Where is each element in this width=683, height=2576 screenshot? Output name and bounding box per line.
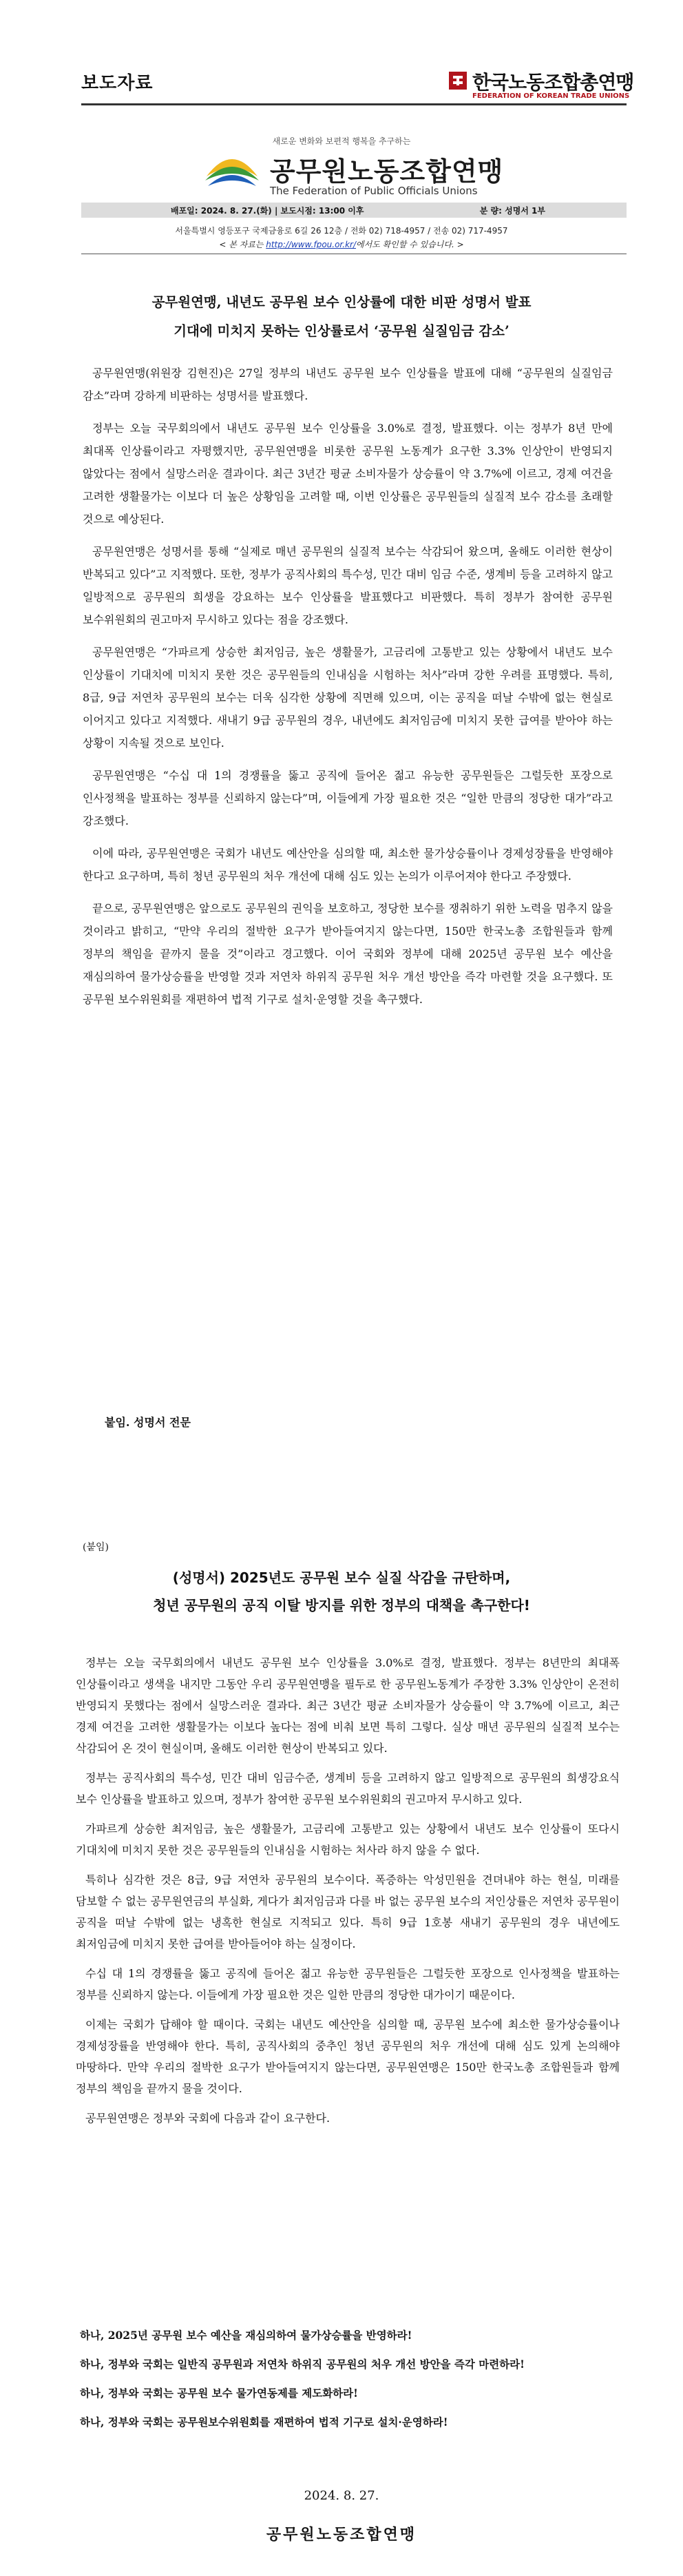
statement-signature: 공무원노동조합연맹 [266,2526,417,2544]
headline-line-1: 공무원연맹, 내년도 공무원 보수 인상률에 대한 비판 성명서 발표 [151,294,532,310]
demand-item: 하나, 정부와 국회는 공무원 보수 물가연동제를 제도화하라! [80,2387,358,2400]
body-paragraph: 끝으로, 공무원연맹은 앞으로도 공무원의 권익을 보호하고, 정당한 보수를 쟁취하기 위한 노력을 멈추지 않을 것이라고 밝히고, “만약 우리의 절박한 요구가 받아들여지지 않는다면, 150만 한국노총 조합원들과 함께 정부의 책임을 끝까지 물을 것”이라고 경고했다. 이어 국회와 정부에 대해 2025년 공무원 보수 예산을 재심의하여 물가상승률을 반영할 것과 저연차 하위직 공무원 처우 개선 방안을 즉각 마련할 것을 요구했다. 또 공무원 보수위원회를 재편하여 법적 기구로 설치·운영할 것을 촉구했다. [83,902,613,1006]
press-headline [0,288,683,346]
body-paragraph: 이에 따라, 공무원연맹은 국회가 내년도 예산안을 심의할 때, 최소한 물가상승률이나 경제성장률을 반영해야 한다고 요구하며, 특히 청년 공무원의 처우 개선에 대해 심도 있는 논의가 이루어져야 한다고 주장했다. [83,847,613,883]
statement-date: 2024. 8. 27. [304,2489,379,2503]
release-meta-bar [81,203,627,218]
body-paragraph: 정부는 오늘 국무회의에서 내년도 공무원 보수 인상률을 3.0%로 결정, 발표했다. 이는 정부가 8년 만에 최대폭 인상률이라고 자평했지만, 공무원연맹을 비롯한 공무원 노동계가 요구한 3.3% 인상안이 반영되지 않았다는 점에서 실망스러운 결과이다. 최근 3년간 평균 소비자물가 상승률이 약 3.7%에 이르고, 경제 여건을 고려한 생활물가는 이보다 더 높은 상황임을 고려할 때, 이번 인상률은 공무원들의 실질적 보수 감소를 초래할 것으로 예상된다. [83,422,613,526]
statement-title-line-2: 청년 공무원의 공직 이탈 방지를 위한 정부의 대책을 촉구한다! [153,1597,530,1614]
fkctu-korean-name: 한국노동조합총연맹 [472,71,634,94]
statement-paragraph: 공무원연맹은 정부와 국회에 다음과 같이 요구한다. [85,2112,330,2125]
header-divider [81,103,627,105]
page-count-info: 분 량: 성명서 1부 [479,206,545,216]
distribution-info: 배포일: 2024. 8. 27.(화) | 보도시점: 13:00 이후 [171,206,364,216]
statement-paragraph: 수십 대 1의 경쟁률을 뚫고 공직에 들어온 젊고 유능한 공무원들은 그럴듯한 포장으로 인사정책을 발표하는 정부를 신뢰하지 않는다. 이들에게 가장 필요한 것은 일한 만큼의 정당한 대가이기 때문이다. [76,1967,620,2001]
fkctu-logo-icon [448,70,468,91]
statement-paragraph: 가파르게 상승한 최저임금, 높은 생활물가, 고금리에 고통받고 있는 상황에서 내년도 보수 인상률이 또다시 기대치에 미치지 못한 것은 공무원들의 인내심을 시험하는 처사라 하지 않을 수 없다. [76,1822,620,1857]
press-body [83,362,613,1020]
body-paragraph: 공무원연맹(위원장 김현진)은 27일 정부의 내년도 공무원 보수 인상률을 발표에 대해 “공무원의 실질임금 감소”라며 강하게 비판하는 성명서를 발표했다. [83,367,613,402]
org-korean-name: 공무원노동조합연맹 [270,156,504,187]
statement-paragraph: 정부는 공직사회의 특수성, 민간 대비 임금수준, 생계비 등을 고려하지 않고 일방적으로 공무원의 희생강요식 보수 인상률을 발표하고 있으며, 정부가 참여한 공무원 보수위원회의 권고마저 무시하고 있다. [76,1771,620,1806]
website-link[interactable]: http://www.fpou.or.kr/ [266,240,356,249]
demand-item: 하나, 2025년 공무원 보수 예산을 재심의하여 물가상승률을 반영하라! [80,2329,412,2342]
statement-paragraph: 이제는 국회가 답해야 할 때이다. 국회는 내년도 예산안을 심의할 때, 공무원 보수에 최소한 물가상승률이나 경제성장률을 반영해야 한다. 특히, 공직사회의 중추인 청년 공무원의 처우 개선에 대해 심도 있게 논의해야 마땅하다. 만약 우리의 절박한 요구가 받아들여지지 않는다면, 공무원연맹은 150만 한국노총 조합원들과 함께 정부의 책임을 끝까지 물을 것이다. [76,2018,620,2095]
statement-title [0,1564,683,1619]
statement-title-line-1: (성명서) 2025년도 공무원 보수 실질 삭감을 규탄하며, [172,1569,511,1586]
demands-list [80,2325,617,2441]
press-release-tag: 보도자료 [81,73,154,94]
body-paragraph: 공무원연맹은 “가파르게 상승한 최저임금, 높은 생활물가, 고금리에 고통받고 있는 상황에서 내년도 보수 인상률이 기대치에 미치지 못한 것은 공무원들의 인내심을 시험하는 처사”라며 강한 우려를 표명했다. 특히, 8급, 9급 저연차 공무원의 보수는 더욱 심각한 상황에 직면해 있으며, 이는 공직을 떠날 수밖에 없는 현실로 이어지고 있다고 지적했다. 새내기 9급 공무원의 경우, 내년에도 최저임금에 미치지 못한 급여를 받아야 하는 상황이 지속될 것으로 보인다. [83,646,613,750]
statement-paragraph: 특히나 심각한 것은 8급, 9급 저연차 공무원의 보수이다. 폭증하는 악성민원을 견뎌내야 하는 현실, 미래를 담보할 수 없는 공무원연금의 부실화, 게다가 최저임금과 다를 바 없는 공무원 보수의 저인상률은 저연차 공무원이 공직을 떠날 수밖에 없는 냉혹한 현실로 지적되고 있다. 특히 9급 1호봉 새내기 공무원의 경우 내년에도 최저임금에 미치지 못한 급여를 받아들어야 하는 실정이다. [76,1873,620,1950]
statement-paragraph: 정부는 오늘 국무회의에서 내년도 공무원 보수 인상률을 3.0%로 결정, 발표했다. 정부는 8년만의 최대폭 인상률이라고 생색을 내지만 그동안 우리 공무원연맹을 필두로 한 공무원노동계가 주장한 3.3% 인상안이 온전히 반영되지 못했다는 점에서 실망스러운 결과다. 최근 3년간 평균 소비자물가 상승률이 약 3.7%에 이르고, 최근 경제 여건을 고려한 생활물가는 이보다 높다는 점에 비춰 보면 특히 그렇다. 실상 매년 공무원의 실질적 보수는 삭감되어 온 것이 현실이며, 올해도 이러한 현상이 반복되고 있다. [76,1656,620,1755]
body-paragraph: 공무원연맹은 성명서를 통해 “실제로 매년 공무원의 실질적 보수는 삭감되어 왔으며, 올해도 이러한 현상이 반복되고 있다”고 지적했다. 또한, 정부가 공직사회의 특수성, 민간 대비 임금 수준, 생계비 등을 고려하지 않고 일방적으로 공무원의 희생을 강요하는 보수 인상률을 발표했다고 비판했다. 특히 정부가 참여한 공무원 보수위원회의 권고마저 무시하고 있다는 점을 강조했다. [83,545,613,626]
contact-address: 서울특별시 영등포구 국제금융로 6길 26 12층 / 전화 02) 718-4957 / 전송 02) 717-4957 [175,226,508,236]
notice-suffix: 에서도 확인할 수 있습니다. > [356,240,464,249]
statement-body [76,1652,620,2137]
website-notice [0,238,683,250]
notice-prefix: < 본 자료는 [219,240,266,249]
attachment-tag: (붙임) [83,1542,109,1553]
attachment-label: 붙임. 성명서 전문 [105,1416,191,1429]
headline-line-2: 기대에 미치지 못하는 인상률로서 ‘공무원 실질임금 감소’ [174,323,509,339]
demand-item: 하나, 정부와 국회는 일반직 공무원과 저연차 하위직 공무원의 처우 개선 방안을 즉각 마련하라! [80,2358,525,2371]
fpou-emblem-icon [202,146,262,190]
body-paragraph: 공무원연맹은 “수십 대 1의 경쟁률을 뚫고 공직에 들어온 젊고 유능한 공무원들은 그럴듯한 포장으로 인사정책을 발표하는 정부를 신뢰하지 않는다”며, 이들에게 가장 필요한 것은 “일한 만큼의 정당한 대가”라고 강조했다. [83,769,613,827]
org-english-name: The Federation of Public Officials Unions [270,185,478,197]
demand-item: 하나, 정부와 국회는 공무원보수위원회를 재편하여 법적 기구로 설치·운영하라! [80,2415,448,2429]
org-slogan: 새로운 변화와 보편적 행복을 추구하는 [272,136,411,146]
fkctu-english-name: FEDERATION OF KOREAN TRADE UNIONS [472,92,630,100]
